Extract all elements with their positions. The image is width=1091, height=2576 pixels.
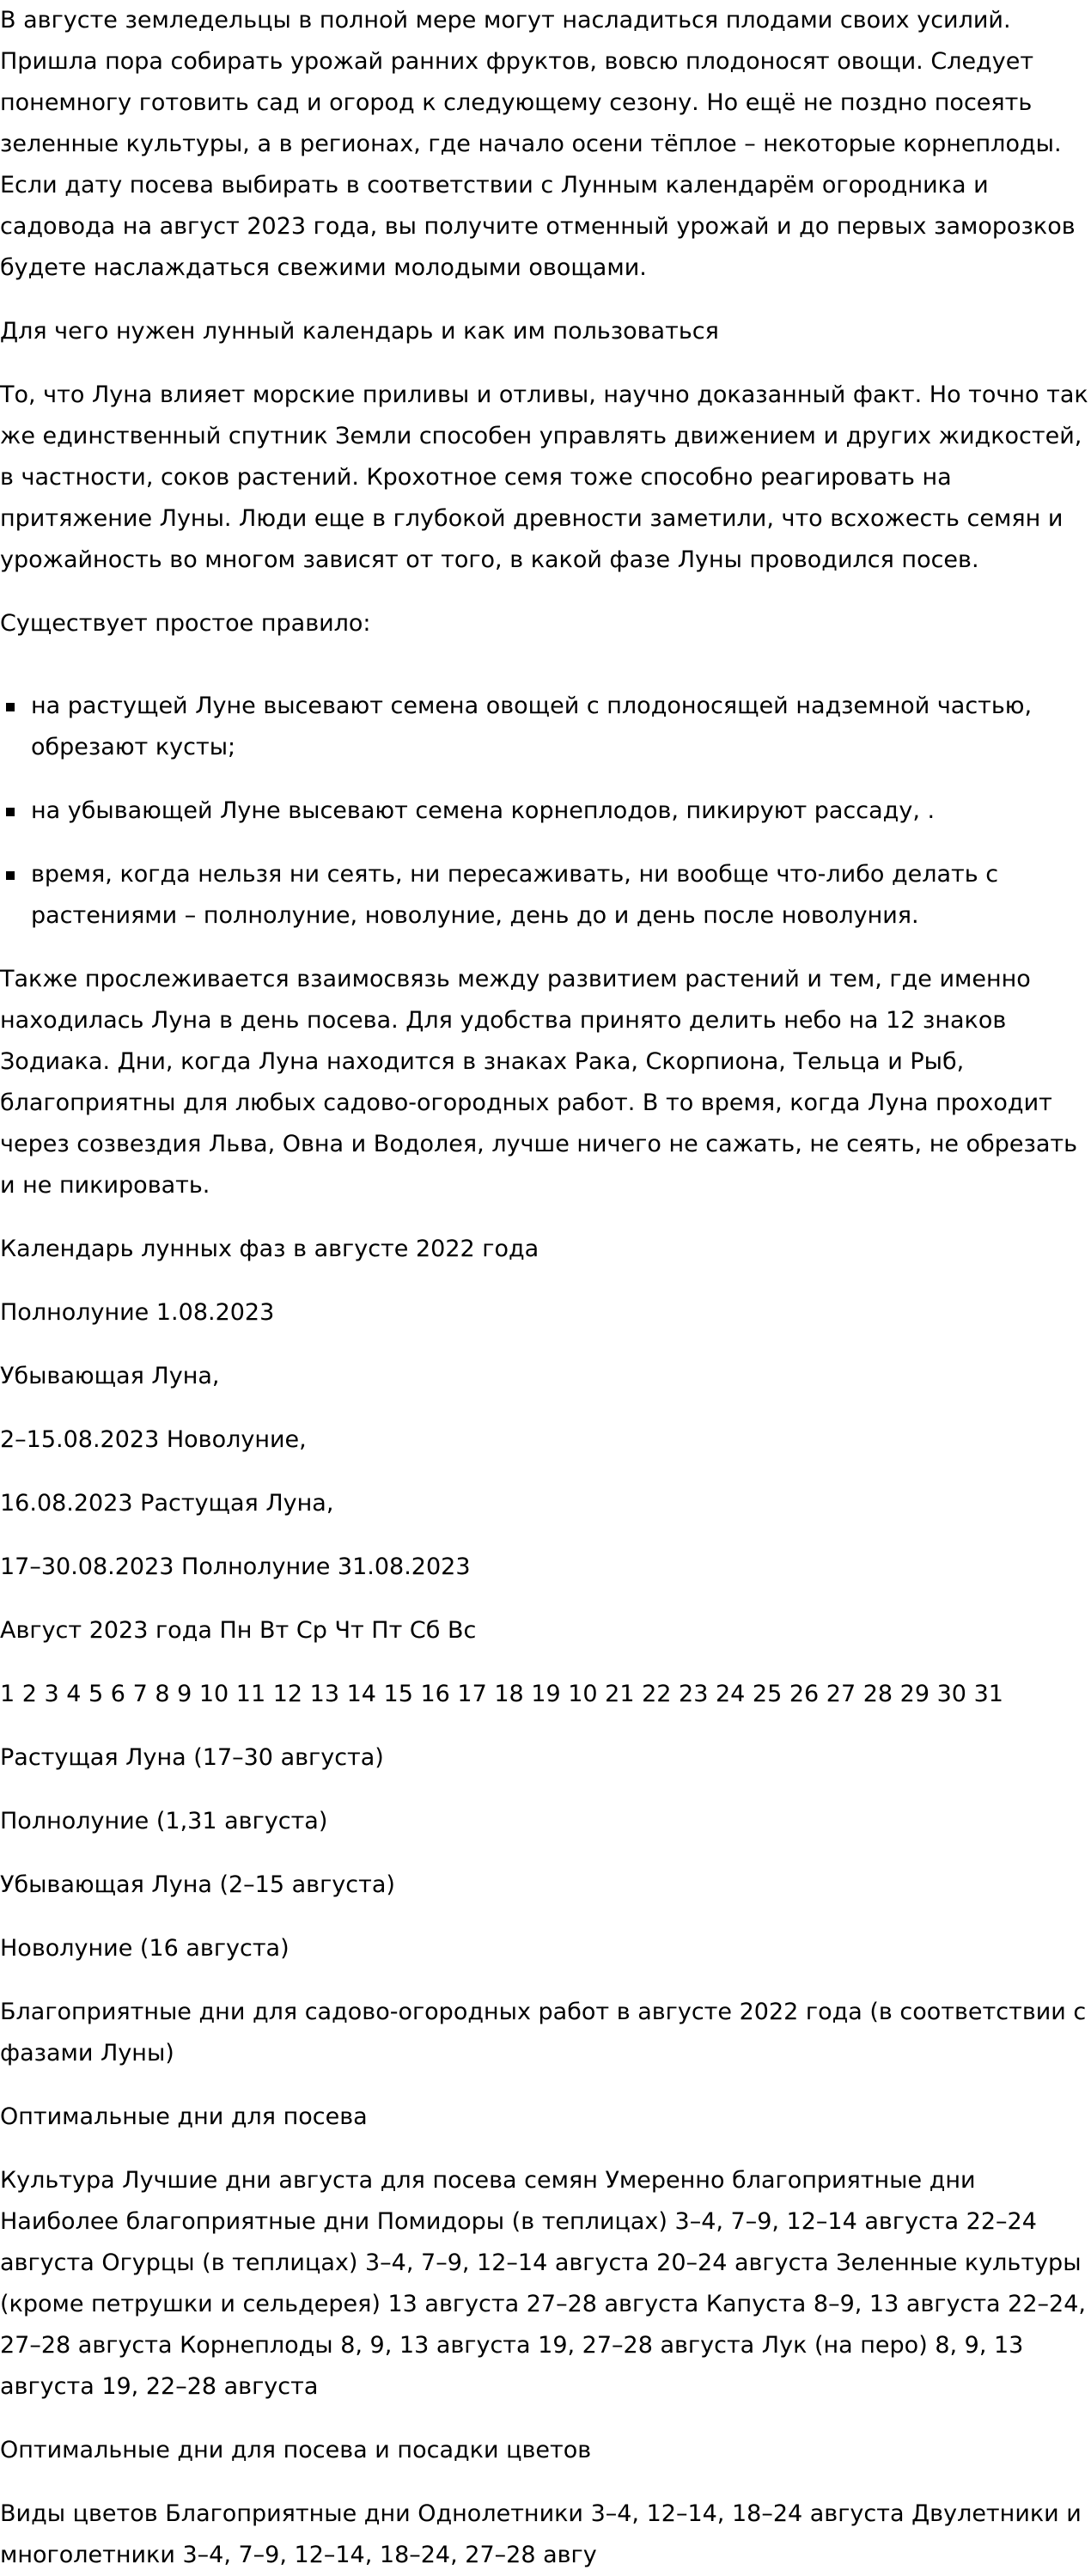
list-item	[31, 854, 1091, 937]
list-item	[31, 686, 1091, 768]
rule-text: время, когда нельзя ни сеять, ни пересаживать, ни вообще что-либо делать с растениями – полнолуние, новолуние, день до и день после новолуния.	[31, 861, 999, 929]
intro-paragraph: В августе земледельцы в полной мере могут насладиться плодами своих усилий. Пришла пора собирать урожай ранних фруктов, вовсю плодоносят овощи. Следует понемногу готовить сад и огород к следующему сезону. Но ещё не поздно посеять зеленные культуры, а в регионах, где начало осени тёплое – некоторые корнеплоды. Если дату посева выбирать в соответствии с Лунным календарём огородника и садовода на август 2023 года, вы получите отменный урожай и до первых заморозков будете наслаждаться свежими молодыми овощами.	[0, 7, 1076, 281]
square-bullet-icon	[6, 871, 15, 880]
square-bullet-icon	[6, 703, 15, 711]
flowers-table-text: Виды цветов Благоприятные дни Однолетники 3–4, 12–14, 18–24 августа Двулетники и многолетники 3–4, 7–9, 12–14, 18–24, 27–28 авгу	[0, 2500, 1082, 2568]
why-paragraph: То, что Луна влияет морские приливы и отливы, научно доказанный факт. Но точно так же единственный спутник Земли способен управлять движением и других жидкостей, в частности, соков растений. Крохотное семя тоже способно реагировать на притяжение Луны. Люди еще в глубокой древности заметили, что всхожесть семян и урожайность во многом зависят от того, в какой фазе Луны проводился посев.	[0, 382, 1088, 573]
rules-list	[0, 686, 1091, 937]
phase-line-full-moon-end: 17–30.08.2023 Полнолуние 31.08.2023	[0, 1554, 471, 1580]
legend-waxing: Растущая Луна (17–30 августа)	[0, 1744, 384, 1771]
rule-text: на убывающей Луне высевают семена корнеплодов, пикируют рассаду, .	[31, 797, 936, 824]
phase-line-full-moon: Полнолуние 1.08.2023	[0, 1299, 275, 1326]
heading-moon-phases: Календарь лунных фаз в августе 2022 года	[0, 1236, 539, 1262]
phase-line-waxing: 16.08.2023 Растущая Луна,	[0, 1490, 334, 1517]
rule-text: на растущей Луне высевают семена овощей с плодоносящей надземной частью, обрезают кусты;	[31, 693, 1033, 760]
legend-full-moon: Полнолуние (1,31 августа)	[0, 1808, 328, 1834]
square-bullet-icon	[6, 808, 15, 816]
phase-line-new-moon: 2–15.08.2023 Новолуние,	[0, 1426, 307, 1453]
heading-flowers-days: Оптимальные дни для посева и посадки цветов	[0, 2437, 592, 2463]
legend-waning: Убывающая Луна (2–15 августа)	[0, 1871, 395, 1898]
heading-why-calendar: Для чего нужен лунный календарь и как им пользоваться	[0, 318, 719, 345]
heading-favorable-days: Благоприятные дни для садово-огородных работ в августе 2022 года (в соответствии с фазами Луны)	[0, 1999, 1087, 2066]
phase-line-waning: Убывающая Луна,	[0, 1363, 220, 1389]
rule-intro: Существует простое правило:	[0, 610, 371, 637]
calendar-days-line: 1 2 3 4 5 6 7 8 9 10 11 12 13 14 15 16 17 18 19 10 21 22 23 24 25 26 27 28 29 30 31	[0, 1681, 1003, 1707]
zodiac-paragraph: Также прослеживается взаимосвязь между развитием растений и тем, где именно находилась Луна в день посева. Для удобства принято делить небо на 12 знаков Зодиака. Дни, когда Луна находится в знаках Рака, Скорпиона, Тельца и Рыб, благоприятны для любых садово-огородных работ. В то время, когда Луна проходит через созвездия Льва, Овна и Водолея, лучше ничего не сажать, не сеять, не обрезать и не пикировать.	[0, 966, 1078, 1199]
calendar-weekdays-line: Август 2023 года Пн Вт Ср Чт Пт Сб Вс	[0, 1617, 477, 1644]
list-item	[31, 791, 1091, 832]
heading-sowing-days: Оптимальные дни для посева	[0, 2103, 368, 2130]
sowing-table-text: Культура Лучшие дни августа для посева семян Умеренно благоприятные дни Наиболее благоприятные дни Помидоры (в теплицах) 3–4, 7–9, 12–14 августа 22–24 августа Огурцы (в теплицах) 3–4, 7–9, 12–14 августа 20–24 августа Зеленные культуры (кроме петрушки и сельдерея) 13 августа 27–28 августа Капуста 8–9, 13 августа 22–24, 27–28 августа Корнеплоды 8, 9, 13 августа 19, 27–28 августа Лук (на перо) 8, 9, 13 августа 19, 22–28 августа	[0, 2167, 1086, 2400]
legend-new-moon: Новолуние (16 августа)	[0, 1935, 290, 1962]
